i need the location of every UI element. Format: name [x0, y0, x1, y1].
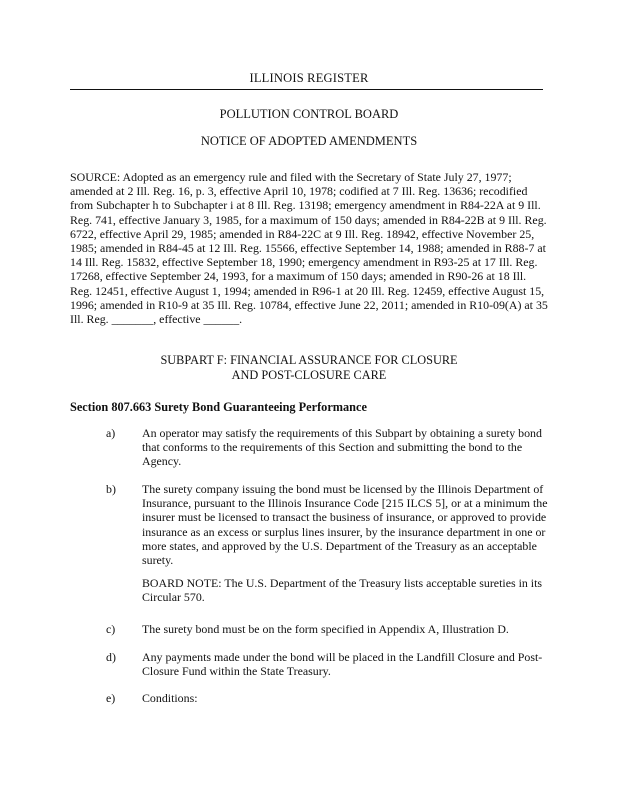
item-text: Conditions: — [142, 691, 198, 705]
item-label: c) — [106, 622, 116, 636]
section-title: Section 807.663 Surety Bond Guaranteeing Performance — [70, 400, 367, 414]
item-label: b) — [106, 482, 116, 496]
board-note: BOARD NOTE: The U.S. Department of the Treasury lists acceptable sureties in its Circular 570. — [142, 576, 543, 605]
item-text: The surety company issuing the bond must be licensed by the Illinois Department of Insurance, pursuant to the Illinois Insurance Code [215 ILCS 5], or at a minimum the insurer must be licensed to transact the business of insurance, or approved to provide insurance as an excess or surplus lines insurer, by the insurance department in one or more states, and approved by the U.S. Department of the Treasury as an acceptable surety. — [142, 482, 548, 568]
agency-name: POLLUTION CONTROL BOARD — [219, 107, 399, 121]
subpart-heading-line2: AND POST-CLOSURE CARE — [231, 368, 387, 382]
item-text: The surety bond must be on the form specified in Appendix A, Illustration D. — [142, 622, 509, 636]
header-divider — [70, 89, 543, 90]
subpart-heading — [0, 353, 618, 383]
item-text: Any payments made under the bond will be placed in the Landfill Closure and Post-Closure Fund within the State Treasury. — [142, 650, 543, 679]
subpart-heading-line1: SUBPART F: FINANCIAL ASSURANCE FOR CLOSURE — [160, 353, 458, 367]
source-paragraph: SOURCE: Adopted as an emergency rule and filed with the Secretary of State July 27, 1977; amended at 2 Ill. Reg. 16, p. 3, effective April 10, 1978; codified at 7 Ill. Reg. 13636; recodified from Subchapter h to Subchapter i at 8 Ill. Reg. 13198; emergency amendment in R84-22A at 9 Ill. Reg. 741, effective January 3, 1985, for a maximum of 150 days; amended in R84-22B at 9 Ill. Reg. 6722, effective April 29, 1985; amended in R84-22C at 9 Ill. Reg. 18942, effective November 25, 1985; amended in R84-45 at 12 Ill. Reg. 15566, effective September 14, 1988; amended in R88-7 at 14 Ill. Reg. 15832, effective September 18, 1990; emergency amendment in R93-25 at 17 Ill. Reg. 17268, effective September 24, 1993, for a maximum of 150 days; amended in R90-26 at 18 Ill. Reg. 12451, effective August 1, 1994; amended in R96-1 at 20 Ill. Reg. 12459, effective August 15, 1996; amended in R10-9 at 35 Ill. Reg. 10784, effective June 22, 2011; amended in R10-09(A) at 35 Ill. Reg. _______, effective ______. — [70, 170, 548, 327]
item-label: d) — [106, 650, 116, 664]
item-label: e) — [106, 691, 116, 705]
register-title: ILLINOIS REGISTER — [249, 71, 369, 85]
item-label: a) — [106, 426, 116, 440]
item-text: An operator may satisfy the requirements of this Subpart by obtaining a surety bond that conforms to the requirements of this Section and submitting the bond to the Agency. — [142, 426, 542, 469]
notice-title: NOTICE OF ADOPTED AMENDMENTS — [200, 134, 418, 148]
